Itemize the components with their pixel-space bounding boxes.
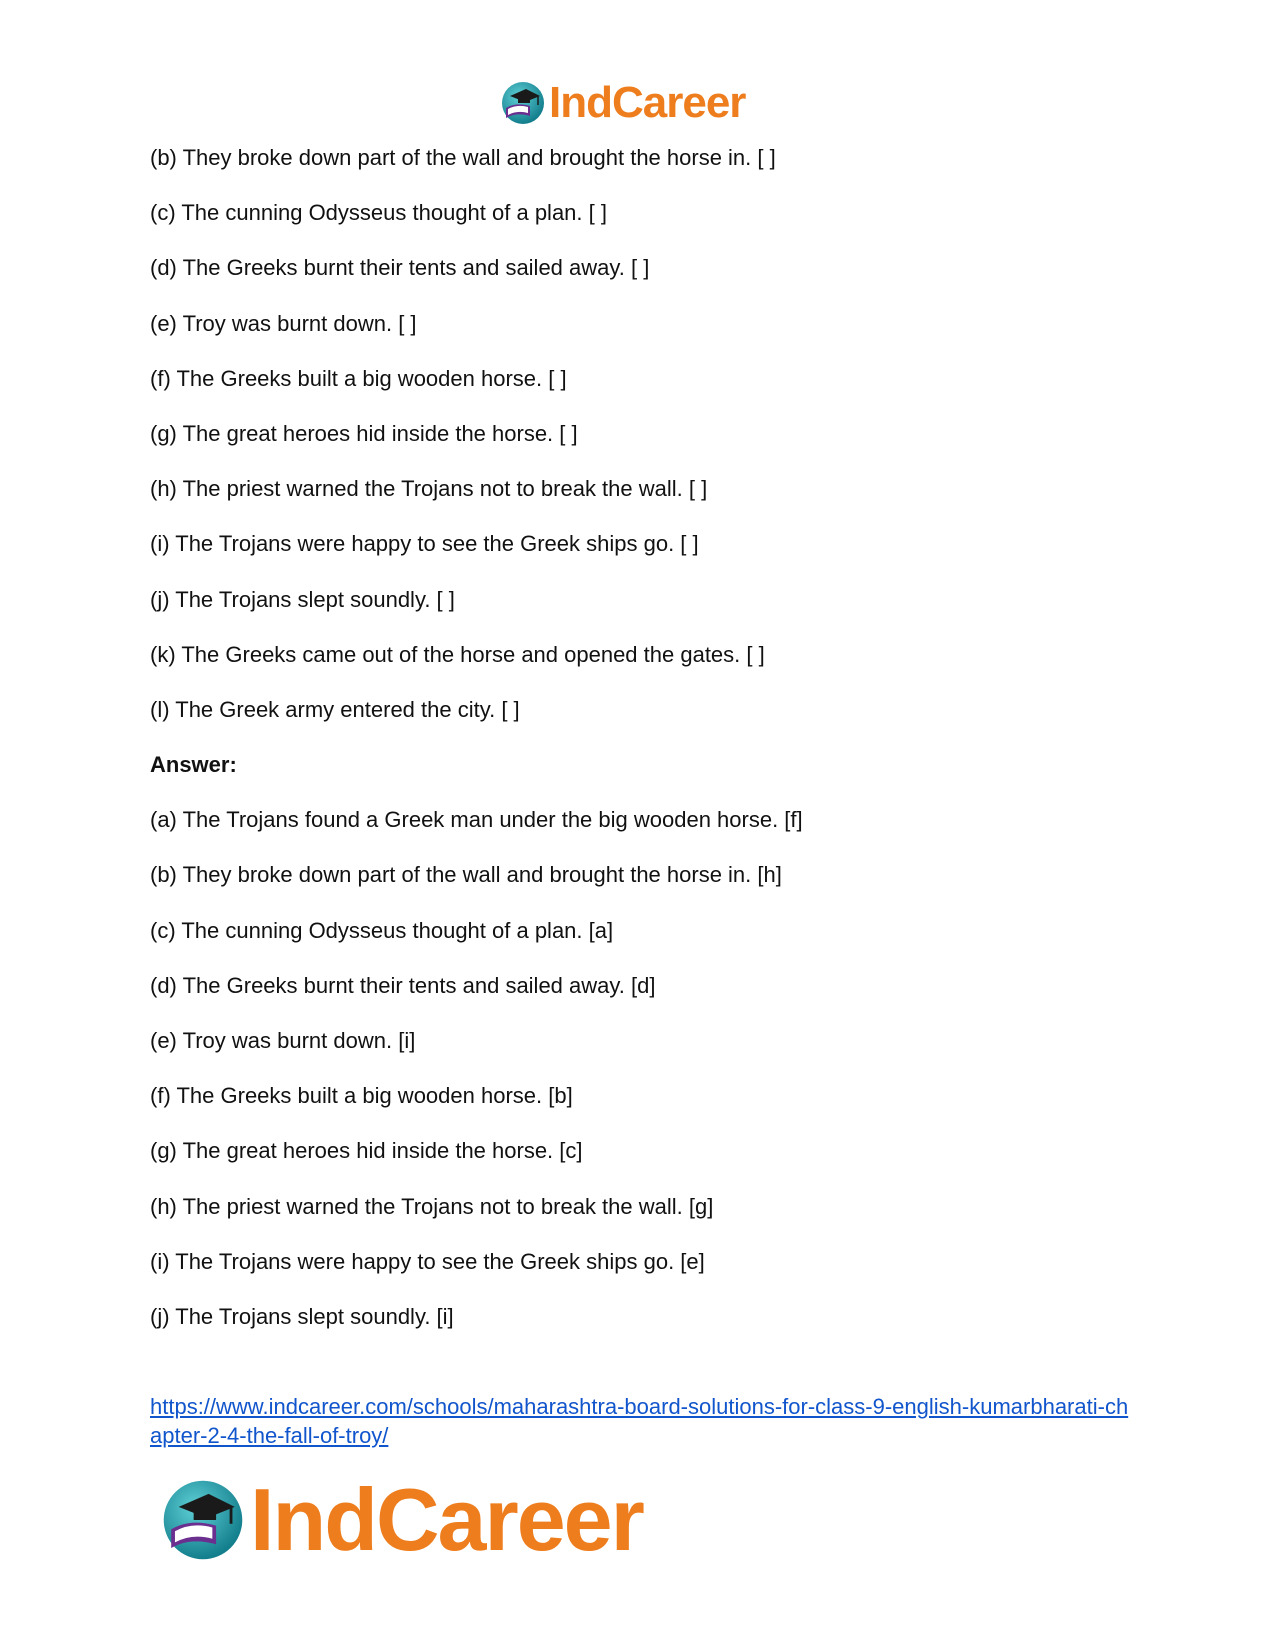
answer-item: (f) The Greeks built a big wooden horse. [b] bbox=[150, 1083, 573, 1109]
answer-item: (g) The great heroes hid inside the horse. [c] bbox=[150, 1138, 583, 1164]
header-logo bbox=[500, 78, 745, 128]
question-item: (k) The Greeks came out of the horse and opened the gates. [ ] bbox=[150, 641, 765, 667]
question-item: (c) The cunning Odysseus thought of a plan. [ ] bbox=[150, 200, 607, 226]
question-item: (j) The Trojans slept soundly. [ ] bbox=[150, 586, 455, 612]
graduation-cap-book-icon bbox=[160, 1477, 246, 1563]
brand-wordmark: IndCareer bbox=[250, 1470, 643, 1569]
question-item: (f) The Greeks built a big wooden horse. [ ] bbox=[150, 365, 567, 391]
question-item: (h) The priest warned the Trojans not to break the wall. [ ] bbox=[150, 476, 708, 502]
answer-item: (b) They broke down part of the wall and brought the horse in. [h] bbox=[150, 862, 782, 888]
question-item: (g) The great heroes hid inside the horse. [ ] bbox=[150, 420, 578, 446]
answer-item: (d) The Greeks burnt their tents and sailed away. [d] bbox=[150, 972, 656, 998]
question-item: (i) The Trojans were happy to see the Greek ships go. [ ] bbox=[150, 531, 699, 557]
answer-heading: Answer: bbox=[150, 752, 237, 778]
answer-item: (c) The cunning Odysseus thought of a plan. [a] bbox=[150, 917, 614, 943]
question-item: (l) The Greek army entered the city. [ ] bbox=[150, 696, 520, 722]
source-link[interactable]: https://www.indcareer.com/schools/maharashtra-board-solutions-for-class-9-english-kumarbharati-chapter-2-4-the-fall-of-troy/ bbox=[150, 1394, 1129, 1448]
question-item: (e) Troy was burnt down. [ ] bbox=[150, 310, 417, 336]
graduation-cap-book-icon bbox=[500, 80, 546, 126]
answer-item: (e) Troy was burnt down. [i] bbox=[150, 1028, 416, 1053]
question-item: (d) The Greeks burnt their tents and sailed away. [ ] bbox=[150, 255, 650, 281]
answer-item: (i) The Trojans were happy to see the Greek ships go. [e] bbox=[150, 1248, 705, 1274]
answer-item: (h) The priest warned the Trojans not to break the wall. [g] bbox=[150, 1193, 714, 1219]
footer-logo bbox=[160, 1470, 643, 1570]
brand-wordmark: IndCareer bbox=[549, 78, 746, 127]
answer-item: (j) The Trojans slept soundly. [i] bbox=[150, 1303, 454, 1329]
document-body bbox=[150, 145, 1140, 1359]
question-item: (b) They broke down part of the wall and brought the horse in. [ ] bbox=[150, 145, 776, 170]
answer-item: (a) The Trojans found a Greek man under the big wooden horse. [f] bbox=[150, 807, 803, 833]
